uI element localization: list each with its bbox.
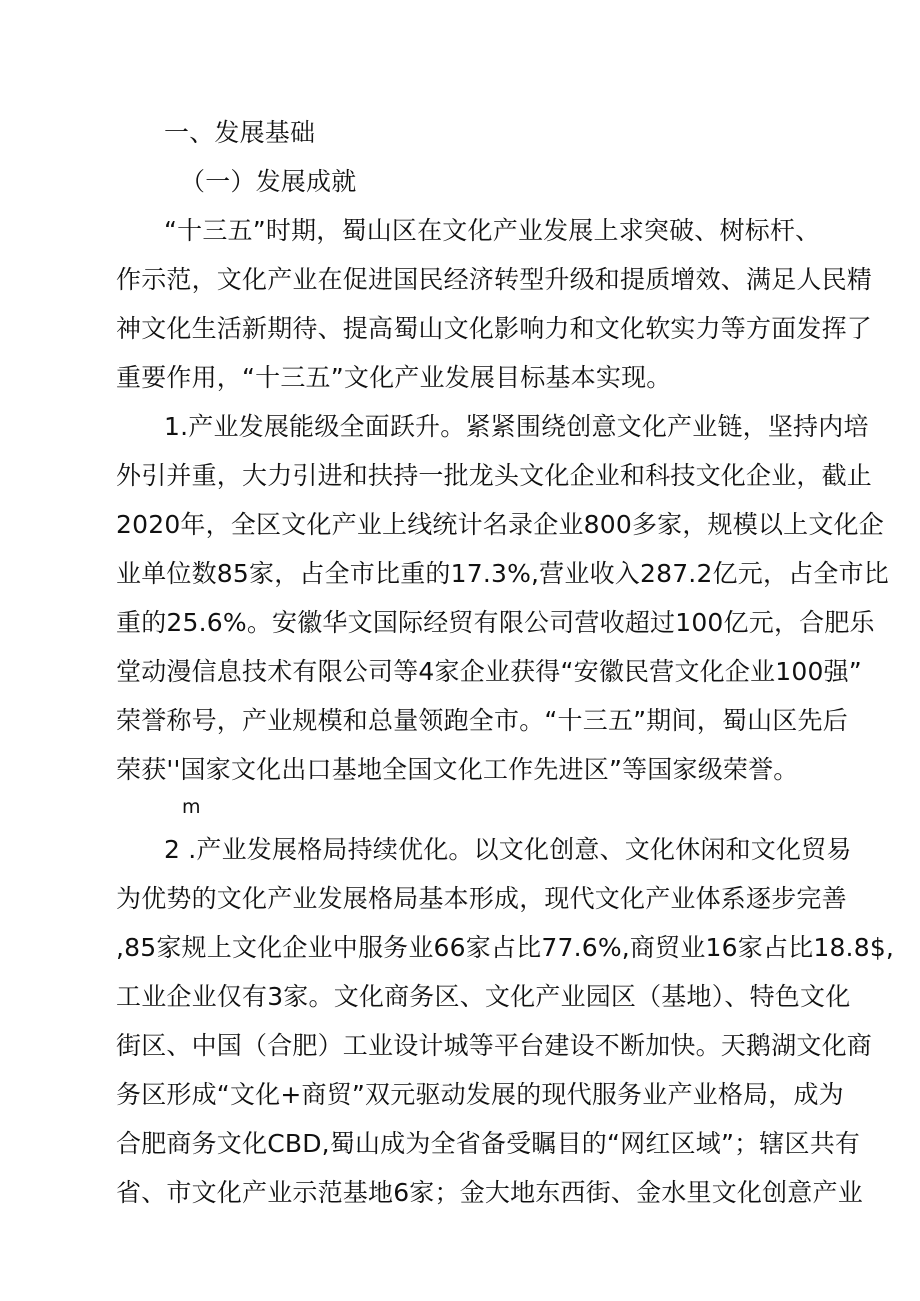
paragraph-line: 外引并重，大力引进和扶持一批龙头文化企业和科技文化企业，截止 <box>116 461 873 490</box>
paragraph-line: 重要作用，“十三五”文化产业发展目标基本实现。 <box>116 363 672 392</box>
stray-mark: m <box>182 796 201 818</box>
paragraph-line: 2 .产业发展格局持续优化。以文化创意、文化休闲和文化贸易 <box>164 835 852 864</box>
paragraph-line: 作示范，文化产业在促进国民经济转型升级和提质增效、满足人民精 <box>116 265 873 294</box>
paragraph-line: 荣誉称号，产业规模和总量领跑全市。“十三五”期间，蜀山区先后 <box>116 706 848 735</box>
paragraph-line: 荣获''国家文化出口基地全国文化工作先进区”等国家级荣誉。 <box>116 755 799 784</box>
paragraph-line: 神文化生活新期待、提高蜀山文化影响力和文化软实力等方面发挥了 <box>116 314 873 343</box>
paragraph-line: 为优势的文化产业发展格局基本形成，现代文化产业体系逐步完善 <box>116 884 847 913</box>
paragraph-line: 业单位数85家，占全市比重的17.3%,营业收入287.2亿元，占全市比 <box>116 559 889 588</box>
paragraph-line: “十三五”时期，蜀山区在文化产业发展上求突破、树标杆、 <box>164 216 821 245</box>
paragraph-line: 工业企业仅有3家。文化商务区、文化产业园区（基地）、特色文化 <box>116 982 851 1011</box>
subsection-heading: （一）发展成就 <box>180 167 357 196</box>
paragraph-line: 省、市文化产业示范基地6家；金大地东西街、金水里文化创意产业 <box>116 1178 863 1207</box>
paragraph-line: 堂动漫信息技术有限公司等4家企业获得“安徽民营文化企业100强” <box>116 657 862 686</box>
paragraph-line: 街区、中国（合肥）工业设计城等平台建设不断加快。天鹅湖文化商 <box>116 1031 873 1060</box>
paragraph-line: 务区形成“文化+商贸”双元驱动发展的现代服务业产业格局，成为 <box>116 1080 844 1109</box>
paragraph-line: ,85家规上文化企业中服务业66家占比77.6%,商贸业16家占比18.8$, <box>116 933 895 962</box>
paragraph-line: 2020年，全区文化产业上线统计名录企业800多家，规模以上文化企 <box>116 510 884 539</box>
paragraph-line: 合肥商务文化CBD,蜀山成为全省备受瞩目的“网红区域”；辖区共有 <box>116 1129 861 1158</box>
paragraph-line: 1.产业发展能级全面跃升。紧紧围绕创意文化产业链，坚持内培 <box>164 412 869 441</box>
section-heading: 一、发展基础 <box>164 118 316 147</box>
paragraph-line: 重的25.6%。安徽华文国际经贸有限公司营收超过100亿元，合肥乐 <box>116 608 875 637</box>
